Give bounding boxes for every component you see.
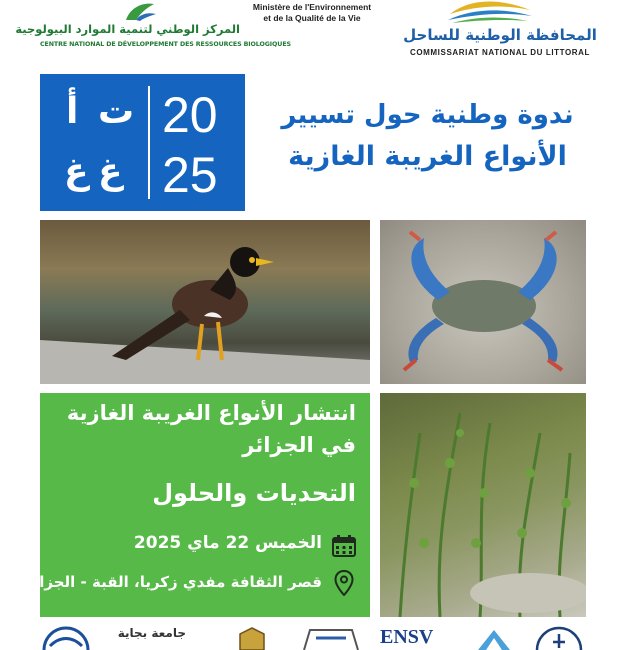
cnl-name-arabic: المحافظة الوطنية للساحل xyxy=(403,26,597,44)
partner-logo-7 xyxy=(532,626,586,650)
box-divider xyxy=(148,86,150,199)
cndrb-logo xyxy=(15,0,291,58)
partner-logo-ensv xyxy=(380,626,460,650)
cnl-logo xyxy=(400,0,600,62)
acronym-letter: أ xyxy=(66,91,79,132)
bird-leaf-emblem-icon xyxy=(122,0,158,22)
location-pin-icon xyxy=(334,570,354,596)
coastal-wave-icon xyxy=(440,0,540,24)
event-info-box xyxy=(24,393,370,617)
year-top: 20 xyxy=(162,87,218,143)
acronym-letter: غ xyxy=(98,151,123,192)
partner-logo-4 xyxy=(300,626,362,650)
event-date: الخميس 22 ماي 2025 xyxy=(133,533,322,553)
partner-logo-1 xyxy=(40,626,92,650)
common-myna-photo xyxy=(40,220,370,384)
cndrb-name-arabic: المركز الوطني لتنمية الموارد البيولوجية xyxy=(15,22,240,36)
acronym-letter: غ xyxy=(64,151,89,192)
title-line-2: الأنواع الغريبة الغازية xyxy=(288,141,567,172)
ministry-line-1: Ministère de l'Environnement xyxy=(252,2,372,12)
ministry-line-2: et de la Qualité de la Vie xyxy=(263,13,361,23)
theme-line-1: انتشار الأنواع الغريبة الغازية xyxy=(66,401,356,425)
cnl-name-french: COMMISSARIAT NATIONAL DU LITTORAL xyxy=(409,48,591,57)
event-venue: قصر الثقافة مفدي زكريا، القبة - الجزائر xyxy=(24,573,322,591)
theme-line-3: التحديات والحلول xyxy=(152,479,356,507)
cndrb-name-french: CENTRE NATIONAL DE DÉVELOPPEMENT DES RESSOURCES BIOLOGIQUES xyxy=(40,41,291,48)
year-bottom: 25 xyxy=(162,147,218,203)
event-title xyxy=(255,94,600,178)
event-year-box xyxy=(40,74,245,211)
theme-line-2: في الجزائر xyxy=(242,433,356,457)
partner-logo-6 xyxy=(472,626,516,650)
calendar-icon xyxy=(332,535,356,557)
partner-logo-bejaia xyxy=(104,626,186,650)
blue-crab-photo xyxy=(380,220,586,384)
partner-logo-3 xyxy=(232,626,272,650)
ministry-name xyxy=(236,2,388,24)
title-line-1: ندوة وطنية حول تسيير xyxy=(281,100,574,130)
partner-ensv-label: ENSV xyxy=(380,626,434,648)
partner-bejaia-label: جامعة بجاية xyxy=(117,626,186,640)
aquatic-plant-photo xyxy=(380,393,586,617)
acronym-letter: ت xyxy=(98,91,135,132)
